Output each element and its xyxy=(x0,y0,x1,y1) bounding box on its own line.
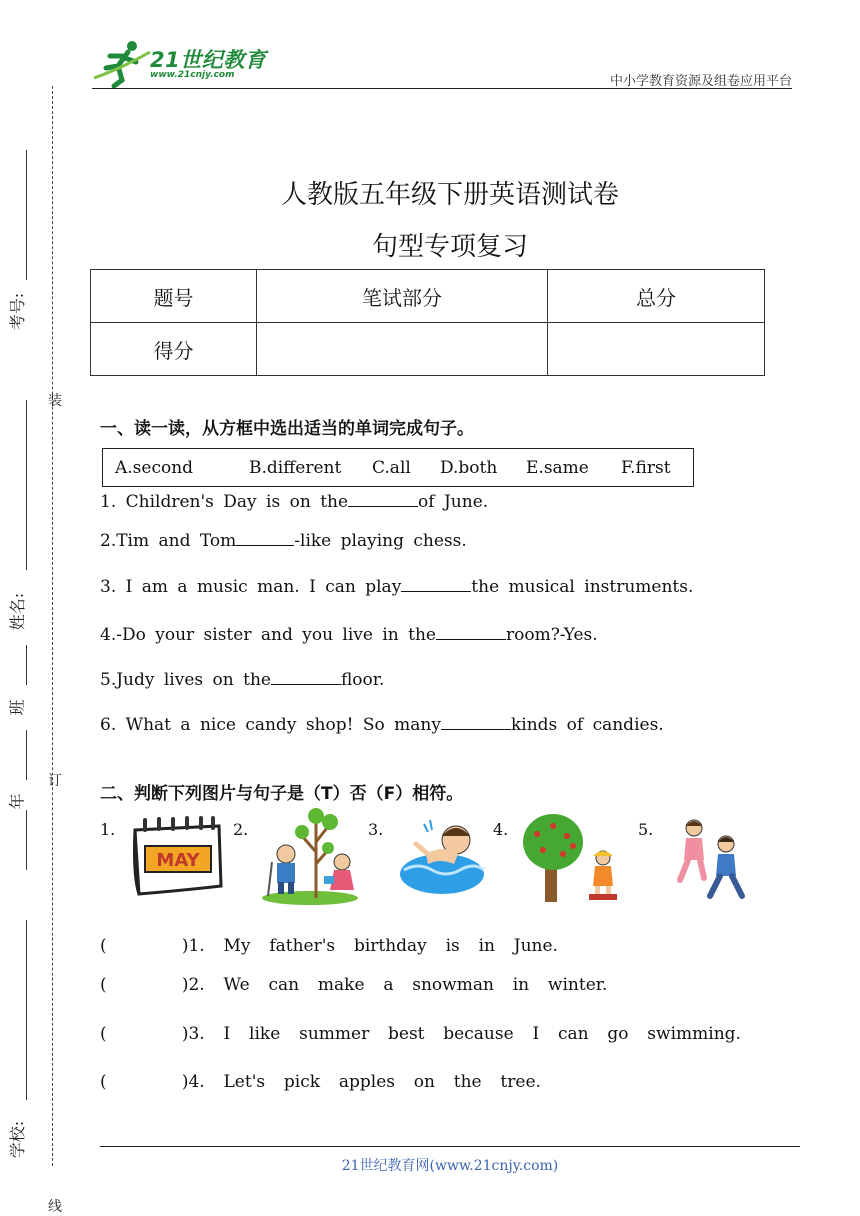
word-options-box xyxy=(102,448,694,487)
question-text: kinds of candies. xyxy=(510,715,664,735)
bind-char-zhuang: 装 xyxy=(48,393,62,409)
question-1 xyxy=(100,492,488,512)
header-divider xyxy=(92,88,792,89)
planting-tree-picture xyxy=(258,802,362,906)
footer-divider xyxy=(100,1146,800,1147)
statement-2: ( )2. We can make a snowman in winter. xyxy=(100,975,608,995)
school-label: 学校: xyxy=(8,1120,28,1159)
exam-no-label: 考号: xyxy=(8,292,28,331)
name-label: 姓名: xyxy=(8,592,28,631)
answer-blank[interactable] xyxy=(271,670,341,685)
question-text: 4.-Do your sister and you live in the xyxy=(100,625,436,645)
question-text: floor. xyxy=(340,670,385,690)
logo-text: 21世纪教育 xyxy=(150,48,267,72)
question-3 xyxy=(100,577,693,597)
apple-tree-picture xyxy=(523,812,623,906)
question-text: 1. Children's Day is on the xyxy=(100,492,349,512)
class-line xyxy=(26,645,27,685)
grade-line-2 xyxy=(26,810,27,870)
picture-number: 5. xyxy=(638,820,654,839)
question-text: of June. xyxy=(418,492,489,512)
page-title: 人教版五年级下册英语测试卷 xyxy=(280,180,619,210)
grade-line xyxy=(26,730,27,780)
row-label: 得分 xyxy=(91,323,257,376)
walking-kids-icon xyxy=(670,816,752,902)
question-4 xyxy=(100,625,598,645)
question-text: -like playing chess. xyxy=(294,531,467,551)
grade-label: 年 xyxy=(7,793,27,810)
question-6 xyxy=(100,715,664,735)
statement-4: ( )4. Let's pick apples on the tree. xyxy=(100,1072,541,1092)
option-item: F.first xyxy=(621,458,671,478)
question-2 xyxy=(100,531,467,551)
bind-char-xian: 线 xyxy=(48,1199,62,1215)
picture-number: 1. xyxy=(100,820,116,839)
calendar-month-text: MAY xyxy=(156,850,200,871)
answer-blank[interactable] xyxy=(441,715,511,730)
planting-tree-icon xyxy=(258,802,362,906)
footer-text: 21世纪教育网(www.21cnjy.com) xyxy=(341,1158,559,1174)
header-cell: 笔试部分 xyxy=(257,270,548,323)
bind-char-ding: 订 xyxy=(48,773,62,789)
runner-logo-icon xyxy=(92,38,152,88)
walking-kids-picture xyxy=(670,816,752,902)
picture-number: 2. xyxy=(233,820,249,839)
answer-blank[interactable] xyxy=(348,492,418,507)
question-5 xyxy=(100,670,384,690)
answer-blank[interactable] xyxy=(401,577,471,592)
question-text: the musical instruments. xyxy=(471,577,694,597)
option-item: D.both xyxy=(440,458,498,478)
question-text: 5.Judy lives on the xyxy=(100,670,271,690)
option-item: C.all xyxy=(372,458,411,478)
answer-blank[interactable] xyxy=(436,625,506,640)
apple-tree-icon xyxy=(523,812,623,906)
school-line xyxy=(26,920,27,1100)
option-item: B.different xyxy=(249,458,342,478)
calendar-may-picture xyxy=(127,816,227,898)
statement-1: ( )1. My father's birthday is in June. xyxy=(100,936,558,956)
class-label: 班 xyxy=(7,699,27,716)
header-cell: 题号 xyxy=(91,270,257,323)
score-table xyxy=(90,269,765,376)
calendar-icon xyxy=(127,816,227,898)
section1-title: 一、读一读，从方框中选出适当的单词完成句子。 xyxy=(100,419,474,439)
page-subtitle: 句型专项复习 xyxy=(371,232,528,262)
logo-url: www.21cnjy.com xyxy=(150,70,235,80)
swimming-picture xyxy=(398,814,488,898)
question-text: room?-Yes. xyxy=(506,625,598,645)
statement-3: ( )3. I like summer best because I can go swimming. xyxy=(100,1024,741,1044)
name-line xyxy=(26,400,27,570)
answer-blank[interactable] xyxy=(236,531,294,546)
total-input-cell[interactable] xyxy=(548,323,765,376)
score-table-row xyxy=(91,323,765,376)
question-text: 3. I am a music man. I can play xyxy=(100,577,402,597)
option-item: E.same xyxy=(526,458,589,478)
option-item: A.second xyxy=(115,458,194,478)
picture-number: 3. xyxy=(368,820,384,839)
picture-number: 4. xyxy=(493,820,509,839)
platform-text: 中小学教育资源及组卷应用平台 xyxy=(609,74,792,89)
question-text: 2.Tim and Tom xyxy=(100,531,237,551)
score-table-header-row xyxy=(91,270,765,323)
swimming-icon xyxy=(398,814,488,898)
score-input-cell[interactable] xyxy=(257,323,548,376)
section2-title: 二、判断下列图片与句子是（T）否（F）相符。 xyxy=(100,784,464,804)
question-text: 6. What a nice candy shop! So many xyxy=(100,715,441,735)
header-cell: 总分 xyxy=(548,270,765,323)
